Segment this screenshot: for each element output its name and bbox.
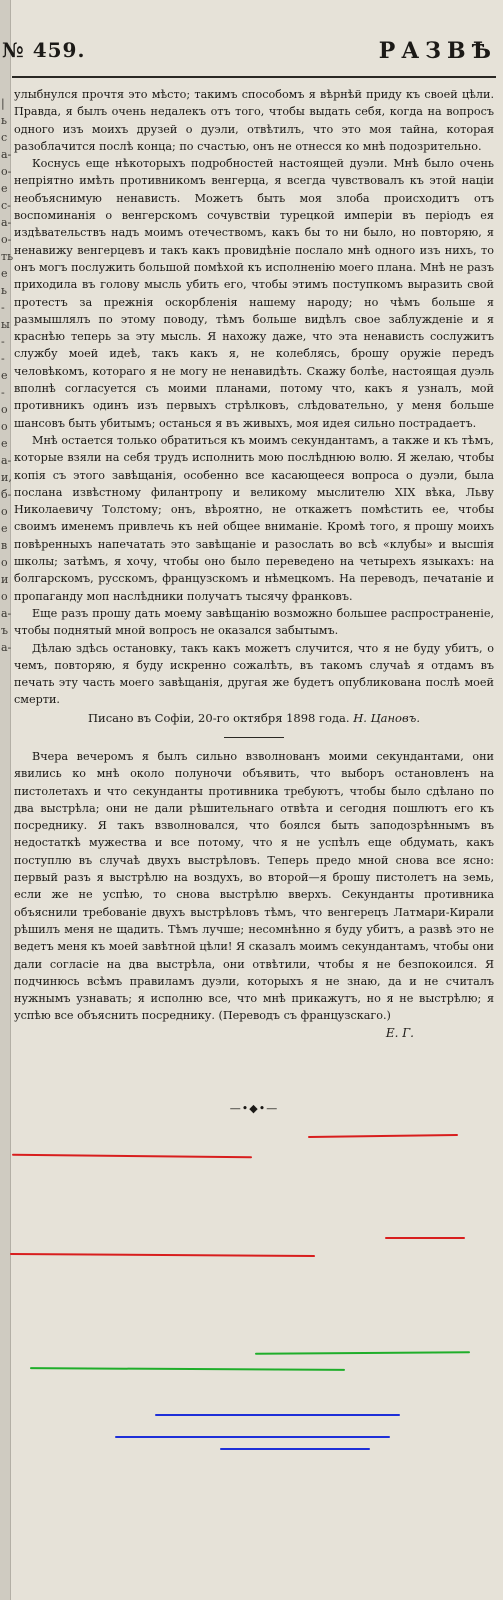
article-paragraph: Мнѣ остается только обратиться къ моимъ секундантамъ, а также и къ тѣмъ, которые взяли на себя трудъ исполнить мою послѣднюю волю. Я желаю, чтобы копія съ этого завѣщанія, особенно все касающееся вопроса о дуэли, была послана извѣстному филантропу и великому мыслителю XIX вѣка, Льву Николаевичу Толстому; онъ, вѣроятно, не откажетъ помѣстить ее, чтобы своимъ именемъ привлечь къ ней общее вниманіе. Кромѣ того, я прошу моихъ повѣренныхъ напечатать это завѣщаніе и разослать во всѣ «клубы» и высшія школы; затѣмъ, я хочу, чтобы оно было переведено на четырехъ языкахъ: на болгарскомъ, русскомъ, французскомъ и нѣмецкомъ. На переводъ, печатаніе и пропаганду моп наслѣдники получатъ тысячу франковъ. xyxy=(14,433,494,603)
translator-initials: Е. Г. xyxy=(385,1025,414,1040)
red-underline-2 xyxy=(12,1154,252,1159)
red-underline-3 xyxy=(385,1237,465,1239)
end-ornament: —•◆•— xyxy=(229,1102,279,1116)
issue-number: № 459. xyxy=(2,38,86,62)
red-underline-4 xyxy=(10,1253,315,1257)
green-underline-2 xyxy=(30,1367,345,1371)
article-paragraph: Дѣлаю здѣсь остановку, такъ какъ можетъ случится, что я не буду убитъ, о чемъ, повторяю, я буду искренно сожалѣть, въ такомъ случаѣ я отдамъ въ печать эту часть моего завѣщанія, другая же будетъ опубликована послѣ моей смерти. xyxy=(14,641,494,707)
signature-text: Писано въ Софіи, 20-го октября 1898 года. xyxy=(88,710,350,725)
blue-underline-2 xyxy=(115,1436,390,1438)
header-rule xyxy=(12,76,496,78)
signature-author: Н. Цановъ. xyxy=(353,710,420,725)
margin-letters: | ь c а- о- е с- а- о- ть е ь - ы - - е - о о е а- и, б- о е в о и о а- ъ а- xyxy=(1,97,14,654)
page-header xyxy=(0,0,503,80)
article-column xyxy=(14,86,494,1117)
blue-underline-3 xyxy=(220,1448,370,1450)
article-paragraph: улыбнулся прочтя это мѣсто; такимъ способомъ я вѣрнѣй приду къ своей цѣли. Правда, я былъ очень недалекъ отъ того, чтобы выдать себя, когда на вопросъ одного изъ моихъ друзей о дуэли, отвѣтилъ, что это моя тайна, которая разоблачится послѣ конца; по счастью, онъ не отнесся ко мнѣ подозрительно. xyxy=(14,88,494,153)
blue-underline-1 xyxy=(155,1414,400,1416)
signature-line xyxy=(14,710,494,727)
article-paragraph: Коснусь еще нѣкоторыхъ подробностей настоящей дуэли. Мнѣ было очень непріятно имѣть противникомъ венгерца, я всегда чувствовалъ къ этой націи необъяснимую ненависть. Можетъ быть моя злоба происходитъ отъ воспоминанія о венгерскомъ сочувствіи турецкой имперіи въ періодъ ея издѣвательствъ надъ моимъ отечествомъ, какъ бы то ни было, но повторяю, я ненавижу венгерцевъ и такъ какъ провидѣніе послало мнѣ одного изъ нихъ, то онъ могъ послужить большой помѣхой къ исполненію моего плана. Мнѣ не разъ приходила въ голову мысль убить его, чтобы этимъ поступкомъ выразить свой протестъ за прежнія оскорбленія нашему народу; но чѣмъ больше я размышлялъ по этому поводу, тѣмъ больше видѣлъ свое заблужденіе и я краснѣю теперь за эту мысль. Я нахожу даже, что эта ненависть сослужитъ службу моей идеѣ, такъ какъ я, не колеблясь, брошу оружіе передъ человѣкомъ, котораго я не могу не ненавидѣть. Скажу болѣе, настоящая дуэль вполнѣ согласуется съ моими планами, потому что, какъ я узналъ, мой противникъ одинъ изъ первыхъ стрѣлковъ, слѣдовательно, у меня больше шансовъ быть убитымъ; останься я въ живыхъ, моя идея сильно пострадаетъ. xyxy=(14,157,494,430)
section-separator xyxy=(224,737,284,738)
newspaper-title: РАЗВѢ xyxy=(378,38,497,64)
green-underline-1 xyxy=(255,1351,470,1355)
red-underline-1 xyxy=(308,1134,458,1138)
postscript-paragraph: Вчера вечеромъ я былъ сильно взволнованъ моими секундантами, они явились ко мнѣ около полуночи объявить, что выборъ остановленъ на пистолетахъ и что секунданты противника требуютъ, чтобы было сдѣлано по два выстрѣла; они не дали рѣшительнаго отвѣта и сегодня пошлютъ его къ посреднику. Я такъ взволновался, что боялся быть заподозрѣннымъ въ недостаткѣ мужества и все потому, что я не успѣлъ еще обдумать, какъ поступлю въ случаѣ двухъ выстрѣловъ. Теперь предо мной снова все ясно: первый разъ я выстрѣлю на воздухъ, во второй—я брошу пистолетъ на земь, если же не успѣю, то снова выстрѣлю вверхъ. Секунданты противника объяснили требованіе двухъ выстрѣловъ тѣмъ, что венгерецъ Латмари-Кирали рѣшилъ меня не щадить. Тѣмъ лучше; несомнѣнно я буду убитъ, а развѣ это не ведетъ меня къ моей завѣтной цѣли! Я сказалъ моимъ секундантамъ, чтобы они дали согласіе на два выстрѣла, они отвѣтили, чтобы я не безпокоился. Я подчинюсь всѣмъ правиламъ дуэли, которыхъ я не знаю, да и не считалъ нужнымъ узнавать; я исполню все, что мнѣ прикажутъ, но я не выстрѣлю; я успѣю все объяснить посреднику. (Переводъ съ французскаго.) xyxy=(14,749,494,1023)
previous-page-margin xyxy=(0,0,14,1600)
article-paragraph: Еще разъ прошу дать моему завѣщанію возможно большее распространеніе, чтобы поднятый мной вопросъ не оказался забытымъ. xyxy=(14,606,494,638)
